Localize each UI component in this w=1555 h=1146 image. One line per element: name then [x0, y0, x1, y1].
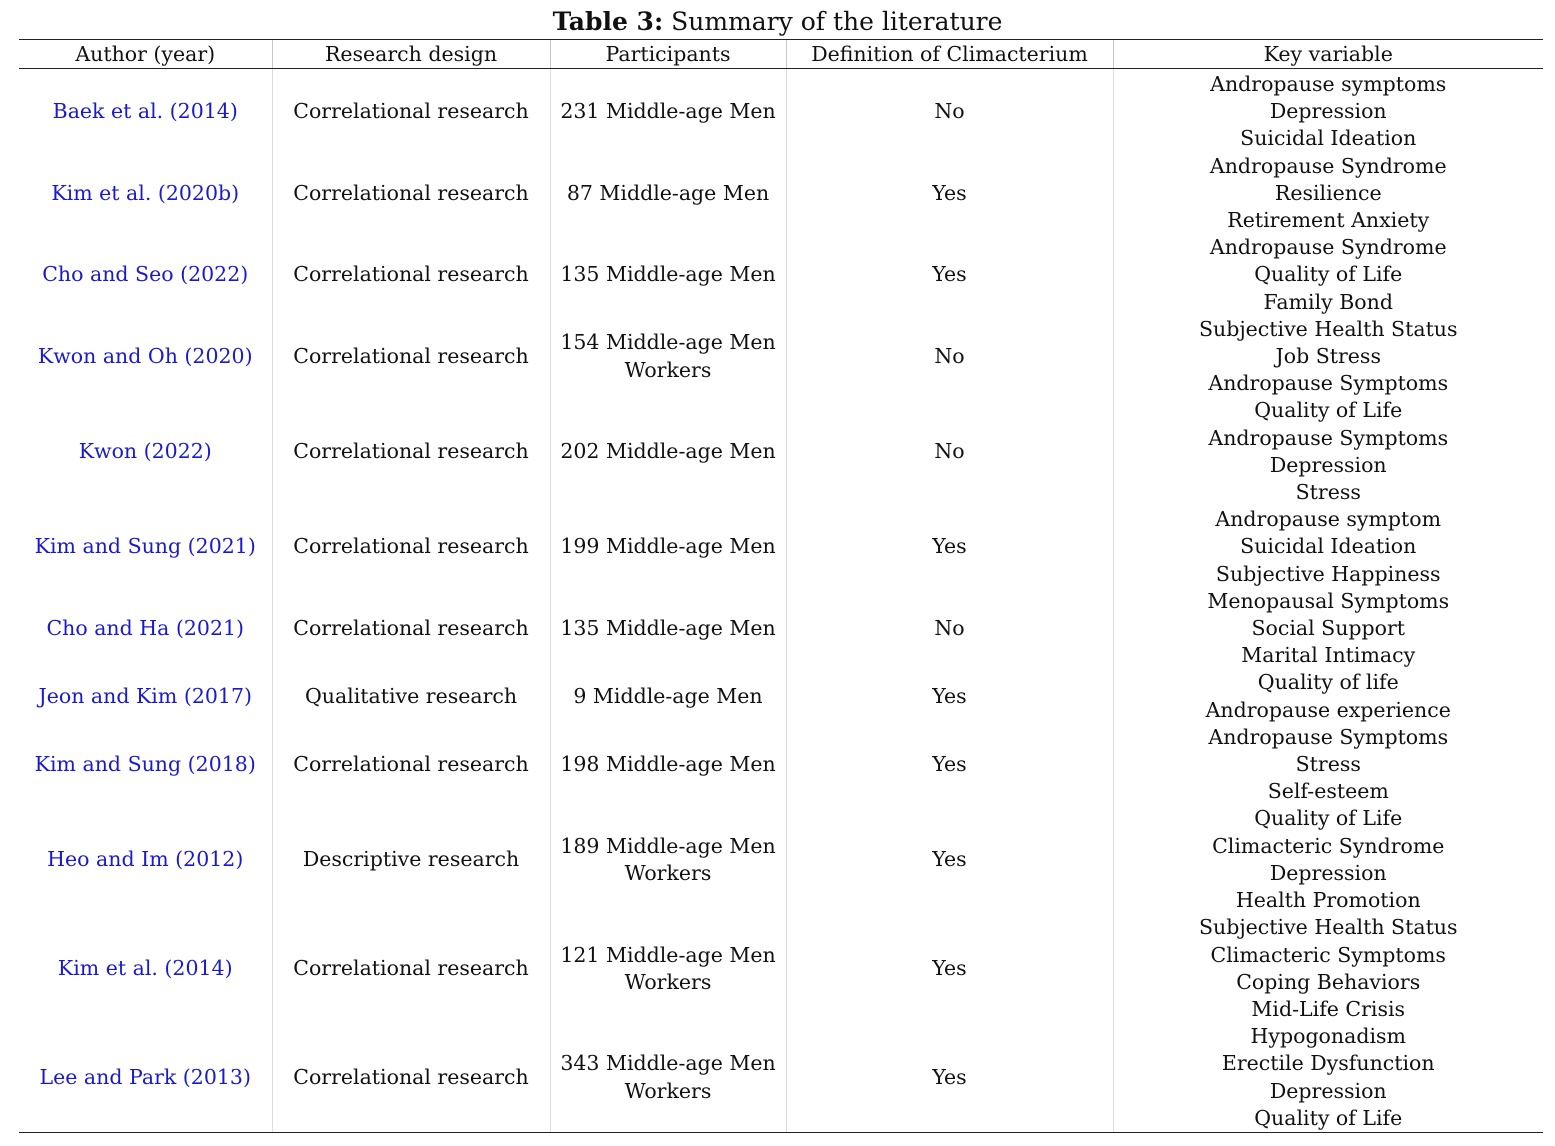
definition-cell	[786, 153, 1113, 235]
key-variable-cell	[1113, 153, 1543, 235]
research-design-cell	[272, 316, 550, 398]
definition-cell-text: Yes	[932, 180, 967, 205]
key-variable-cell	[1113, 69, 1543, 153]
key-variable-item: Quality of Life	[1254, 398, 1403, 423]
table-row	[19, 153, 1543, 235]
definition-cell-text: Yes	[932, 684, 967, 709]
header-definition: Definition of Climacterium	[786, 40, 1113, 69]
research-design-cell-text: Correlational research	[293, 1064, 529, 1089]
participants-cell	[550, 669, 786, 723]
author-link-text[interactable]: Heo and Im (2012)	[47, 847, 244, 872]
key-variable-item: Suicidal Ideation	[1240, 534, 1417, 559]
key-variable-item: Health Promotion	[1235, 888, 1421, 913]
author-link[interactable]	[19, 234, 272, 316]
definition-cell	[786, 588, 1113, 670]
definition-cell	[786, 914, 1113, 1023]
literature-table	[19, 39, 1543, 1133]
key-variable-item: Menopausal Symptoms	[1207, 588, 1450, 613]
author-link[interactable]	[19, 724, 272, 806]
research-design-cell-text: Qualitative research	[304, 684, 518, 709]
key-variable-cell	[1113, 234, 1543, 316]
definition-cell-text: Yes	[932, 847, 967, 872]
table-row	[19, 506, 1543, 588]
author-link-text[interactable]: Kim et al. (2014)	[57, 956, 233, 981]
key-variable-item: Andropause symptom	[1215, 507, 1442, 532]
key-variable-cell	[1113, 724, 1543, 806]
author-link[interactable]	[19, 669, 272, 723]
key-variable-item: Andropause Syndrome	[1209, 235, 1447, 260]
key-variable-item: Subjective Health Status	[1198, 915, 1458, 940]
research-design-cell	[272, 1023, 550, 1132]
research-design-cell-text: Correlational research	[293, 956, 529, 981]
key-variable-cell	[1113, 914, 1543, 1023]
key-variable-item: Subjective Happiness	[1215, 561, 1441, 586]
research-design-cell-text: Correlational research	[293, 99, 529, 124]
participants-line: 198 Middle-age Men	[560, 752, 776, 777]
key-variable-item: Andropause Syndrome	[1209, 153, 1447, 178]
research-design-cell-text: Correlational research	[293, 180, 529, 205]
definition-cell-text: Yes	[932, 534, 967, 559]
participants-line: 135 Middle-age Men	[560, 616, 776, 641]
table-row	[19, 234, 1543, 316]
participants-cell	[550, 316, 786, 398]
author-link[interactable]	[19, 69, 272, 153]
participants-line: Workers	[624, 860, 712, 885]
research-design-cell	[272, 153, 550, 235]
author-link[interactable]	[19, 397, 272, 506]
table-row	[19, 914, 1543, 1023]
research-design-cell-text: Correlational research	[293, 534, 529, 559]
key-variable-item: Resilience	[1274, 180, 1382, 205]
author-link[interactable]	[19, 506, 272, 588]
key-variable-item: Quality of Life	[1254, 1105, 1403, 1130]
key-variable-item: Depression	[1269, 1078, 1387, 1103]
header-row	[19, 40, 1543, 69]
participants-cell	[550, 397, 786, 506]
participants-line: 135 Middle-age Men	[560, 262, 776, 287]
author-link-text[interactable]: Kwon and Oh (2020)	[37, 344, 253, 369]
key-variable-item: Depression	[1269, 452, 1387, 477]
header-key-variable: Key variable	[1113, 40, 1543, 69]
participants-cell	[550, 805, 786, 914]
author-link[interactable]	[19, 316, 272, 398]
author-link-text[interactable]: Kim et al. (2020b)	[51, 180, 240, 205]
key-variable-item: Erectile Dysfunction	[1221, 1051, 1435, 1076]
definition-cell	[786, 397, 1113, 506]
author-link-text[interactable]: Kim and Sung (2021)	[34, 534, 256, 559]
key-variable-item: Self-esteem	[1267, 779, 1389, 804]
table-body	[19, 69, 1543, 1133]
author-link[interactable]	[19, 588, 272, 670]
key-variable-item: Job Stress	[1275, 344, 1381, 369]
definition-cell	[786, 506, 1113, 588]
caption-text: Summary of the literature	[671, 7, 1003, 36]
definition-cell	[786, 669, 1113, 723]
key-variable-item: Retirement Anxiety	[1227, 208, 1430, 233]
definition-cell-text: No	[934, 344, 965, 369]
participants-cell	[550, 506, 786, 588]
participants-line: 199 Middle-age Men	[560, 534, 776, 559]
author-link-text[interactable]: Jeon and Kim (2017)	[38, 684, 252, 709]
key-variable-item: Andropause Symptoms	[1208, 371, 1449, 396]
key-variable-item: Hypogonadism	[1250, 1024, 1406, 1049]
participants-cell	[550, 234, 786, 316]
research-design-cell-text: Correlational research	[293, 262, 529, 287]
research-design-cell-text: Correlational research	[293, 752, 529, 777]
header-design: Research design	[272, 40, 550, 69]
key-variable-item: Subjective Health Status	[1198, 316, 1458, 341]
key-variable-item: Stress	[1295, 480, 1361, 505]
definition-cell	[786, 805, 1113, 914]
definition-cell-text: No	[934, 99, 965, 124]
key-variable-item: Stress	[1295, 752, 1361, 777]
author-link-text[interactable]: Kim and Sung (2018)	[34, 752, 256, 777]
participants-line: 202 Middle-age Men	[560, 439, 776, 464]
research-design-cell-text: Correlational research	[293, 439, 529, 464]
key-variable-item: Depression	[1269, 99, 1387, 124]
research-design-cell	[272, 669, 550, 723]
research-design-cell	[272, 397, 550, 506]
participants-line: 9 Middle-age Men	[573, 684, 763, 709]
participants-line: Workers	[624, 357, 712, 382]
definition-cell-text: Yes	[932, 956, 967, 981]
participants-cell	[550, 69, 786, 153]
key-variable-item: Social Support	[1251, 616, 1406, 641]
participants-line: 87 Middle-age Men	[566, 180, 770, 205]
definition-cell-text: Yes	[932, 262, 967, 287]
header-participants: Participants	[550, 40, 786, 69]
table-row	[19, 669, 1543, 723]
table-row	[19, 805, 1543, 914]
key-variable-item: Andropause symptoms	[1210, 72, 1447, 96]
key-variable-item: Depression	[1269, 860, 1387, 885]
author-link-text[interactable]: Cho and Seo (2022)	[42, 262, 249, 287]
definition-cell-text: No	[934, 439, 965, 464]
author-link[interactable]	[19, 914, 272, 1023]
author-link-text[interactable]: Lee and Park (2013)	[39, 1064, 251, 1089]
author-link-text[interactable]: Cho and Ha (2021)	[46, 616, 245, 641]
participants-line: 343 Middle-age Men	[560, 1051, 776, 1076]
table-row	[19, 69, 1543, 153]
table-row	[19, 397, 1543, 506]
key-variable-item: Suicidal Ideation	[1240, 126, 1417, 151]
research-design-cell	[272, 506, 550, 588]
key-variable-item: Coping Behaviors	[1236, 969, 1421, 994]
participants-line: Workers	[624, 1078, 712, 1103]
table-row	[19, 1023, 1543, 1132]
key-variable-cell	[1113, 506, 1543, 588]
key-variable-cell	[1113, 316, 1543, 398]
definition-cell-text: Yes	[932, 1064, 967, 1089]
key-variable-item: Climacteric Syndrome	[1212, 833, 1445, 858]
author-link-text[interactable]: Baek et al. (2014)	[52, 99, 238, 124]
key-variable-cell	[1113, 1023, 1543, 1132]
table-row	[19, 316, 1543, 398]
participants-cell	[550, 914, 786, 1023]
research-design-cell	[272, 588, 550, 670]
key-variable-item: Quality of Life	[1254, 262, 1403, 287]
participants-cell	[550, 1023, 786, 1132]
research-design-cell	[272, 724, 550, 806]
key-variable-item: Andropause Symptoms	[1208, 425, 1449, 450]
definition-cell-text: Yes	[932, 752, 967, 777]
definition-cell	[786, 69, 1113, 153]
table-caption	[0, 6, 1555, 38]
participants-line: 121 Middle-age Men	[560, 942, 776, 967]
research-design-cell	[272, 805, 550, 914]
participants-cell	[550, 724, 786, 806]
research-design-cell	[272, 914, 550, 1023]
table-row	[19, 724, 1543, 806]
participants-line: 189 Middle-age Men	[560, 833, 776, 858]
author-link[interactable]	[19, 153, 272, 235]
definition-cell	[786, 724, 1113, 806]
participants-line: Workers	[624, 969, 712, 994]
definition-cell	[786, 1023, 1113, 1132]
key-variable-cell	[1113, 397, 1543, 506]
key-variable-item: Andropause experience	[1205, 697, 1451, 722]
key-variable-item: Quality of life	[1257, 670, 1399, 695]
research-design-cell-text: Correlational research	[293, 616, 529, 641]
key-variable-item: Quality of Life	[1254, 806, 1403, 831]
key-variable-item: Marital Intimacy	[1241, 643, 1416, 668]
participants-cell	[550, 153, 786, 235]
key-variable-cell	[1113, 805, 1543, 914]
research-design-cell	[272, 69, 550, 153]
research-design-cell-text: Descriptive research	[302, 847, 520, 872]
key-variable-item: Climacteric Symptoms	[1210, 942, 1446, 967]
participants-line: 231 Middle-age Men	[560, 99, 776, 124]
key-variable-item: Andropause Symptoms	[1208, 724, 1449, 749]
research-design-cell	[272, 234, 550, 316]
definition-cell	[786, 316, 1113, 398]
table-row	[19, 588, 1543, 670]
key-variable-cell	[1113, 669, 1543, 723]
author-link-text[interactable]: Kwon (2022)	[78, 439, 212, 464]
definition-cell-text: No	[934, 616, 965, 641]
participants-cell	[550, 588, 786, 670]
definition-cell	[786, 234, 1113, 316]
caption-label: Table 3:	[552, 7, 664, 36]
key-variable-cell	[1113, 588, 1543, 670]
header-author: Author (year)	[19, 40, 272, 69]
key-variable-item: Mid-Life Crisis	[1251, 996, 1406, 1021]
participants-line: 154 Middle-age Men	[560, 330, 776, 355]
author-link[interactable]	[19, 1023, 272, 1132]
key-variable-item: Family Bond	[1263, 289, 1393, 314]
author-link[interactable]	[19, 805, 272, 914]
research-design-cell-text: Correlational research	[293, 344, 529, 369]
